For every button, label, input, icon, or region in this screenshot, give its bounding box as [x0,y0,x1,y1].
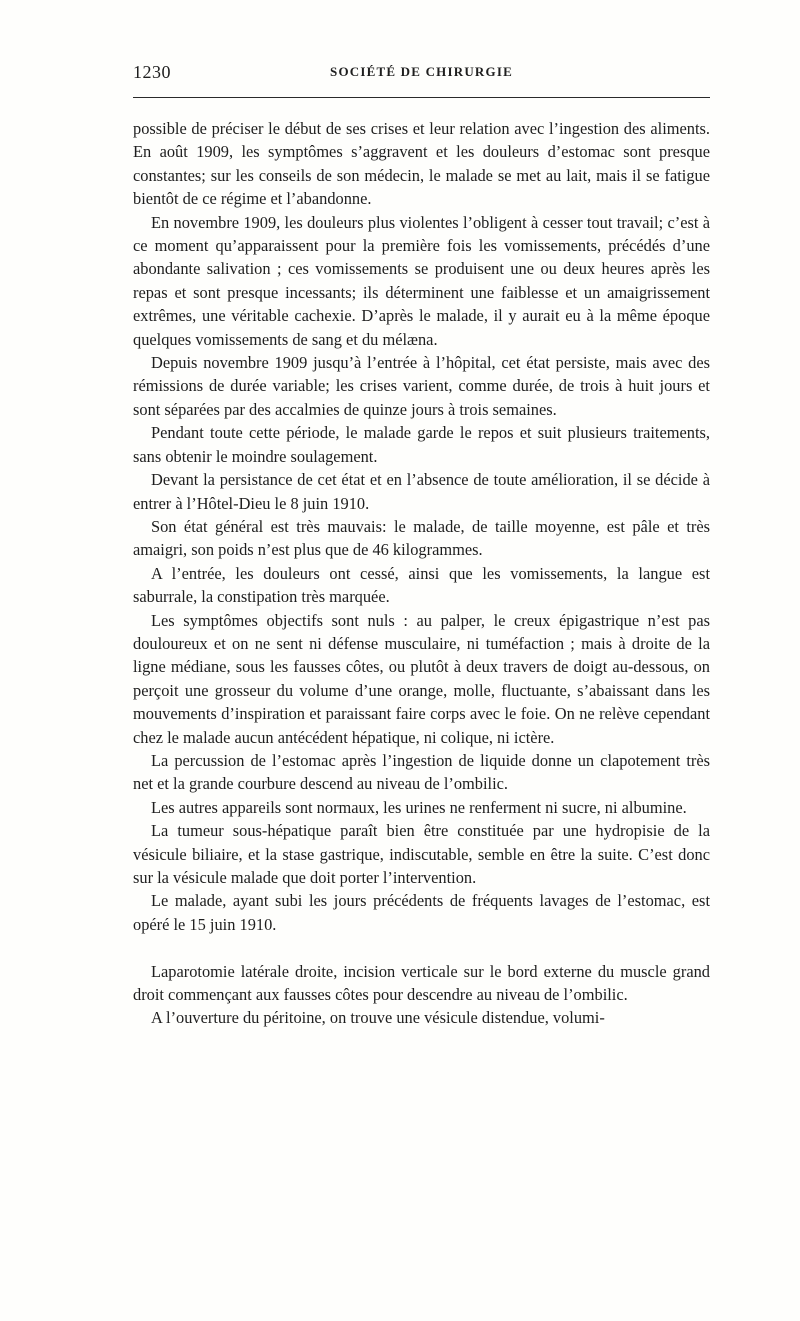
page-header [133,60,710,88]
paragraph: Son état général est très mauvais: le malade, de taille moyenne, est pâle et très amaigri, son poids n’est plus que de 46 kilogrammes. [133,516,710,560]
paragraph: Pendant toute cette période, le malade garde le repos et suit plusieurs traitements, sans obtenir le moindre soulagement. [133,423,710,466]
paragraph: possible de préciser le début de ses crises et leur relation avec l’ingestion des aliments. En août 1909, les symptômes s’aggravent et les douleurs d’estomac sont presque constantes; sur les conseils de son médecin, le malade se met au lait, mais il se fatigue bientôt de ce régime et l’abandonne. [133,119,710,209]
paragraph: A l’entrée, les douleurs ont cessé, ainsi que les vomissements, la langue est saburrale, la constipation très marquée. [133,563,710,607]
paragraph: Laparotomie latérale droite, incision verticale sur le bord externe du muscle grand droit commençant aux fausses côtes pour descendre au niveau de l’ombilic. [133,961,710,1005]
paragraph: A l’ouverture du péritoine, on trouve une vésicule distendue, volumi- [151,1008,605,1028]
running-head: SOCIÉTÉ DE CHIRURGIE [330,64,513,79]
paragraph: Le malade, ayant subi les jours précédents de fréquents lavages de l’estomac, est opéré le 15 juin 1910. [133,891,710,934]
body-text [133,117,710,1030]
paragraph: La tumeur sous-hépatique paraît bien être constituée par une hydropisie de la vésicule biliaire, et la stase gastrique, indiscutable, semble en être la suite. C’est donc sur la vésicule malade que doit porter l’intervention. [133,821,710,887]
paragraph: Depuis novembre 1909 jusqu’à l’entrée à l’hôpital, cet état persiste, mais avec des rémissions de durée variable; les crises varient, comme durée, de trois à huit jours et sont séparées par des accalmies de quinze jours à trois semaines. [133,353,710,419]
page-number: 1230 [133,62,171,82]
header-rule [133,97,710,98]
paragraph: Les autres appareils sont normaux, les urines ne renferment ni sucre, ni albumine. [151,797,687,817]
paragraph: Les symptômes objectifs sont nuls : au palper, le creux épigastrique n’est pas douloureux et on ne sent ni défense musculaire, ni tuméfaction ; mais à droite de la ligne médiane, sous les fausses côtes, ou plutôt à deux travers de doigt au-dessous, on perçoit une grosseur du volume d’une orange, molle, fluctuante, s’abaissant dans les mouvements d’inspiration et paraissant faire corps avec le foie. On ne relève cependant chez le malade aucun antécédent hépatique, ni colique, ni ictère. [133,610,710,747]
paragraph: En novembre 1909, les douleurs plus violentes l’obligent à cesser tout travail; c’est à ce moment qu’apparaissent pour la première fois les vomissements, précédés d’une abondante salivation ; ces vomissements se produisent une ou deux heures après les repas et sont presque incessants; ils déterminent une faiblesse et un amaigrissement extrêmes, une véritable cachexie. D’après le malade, il y aurait eu à la même époque quelques vomissements de sang et du mélæna. [133,212,710,349]
paragraph: Devant la persistance de cet état et en l’absence de toute amélioration, il se décide à entrer à l’Hôtel-Dieu le 8 juin 1910. [133,470,710,513]
paragraph: La percussion de l’estomac après l’ingestion de liquide donne un clapotement très net et la grande courbure descend au niveau de l’ombilic. [133,750,710,794]
